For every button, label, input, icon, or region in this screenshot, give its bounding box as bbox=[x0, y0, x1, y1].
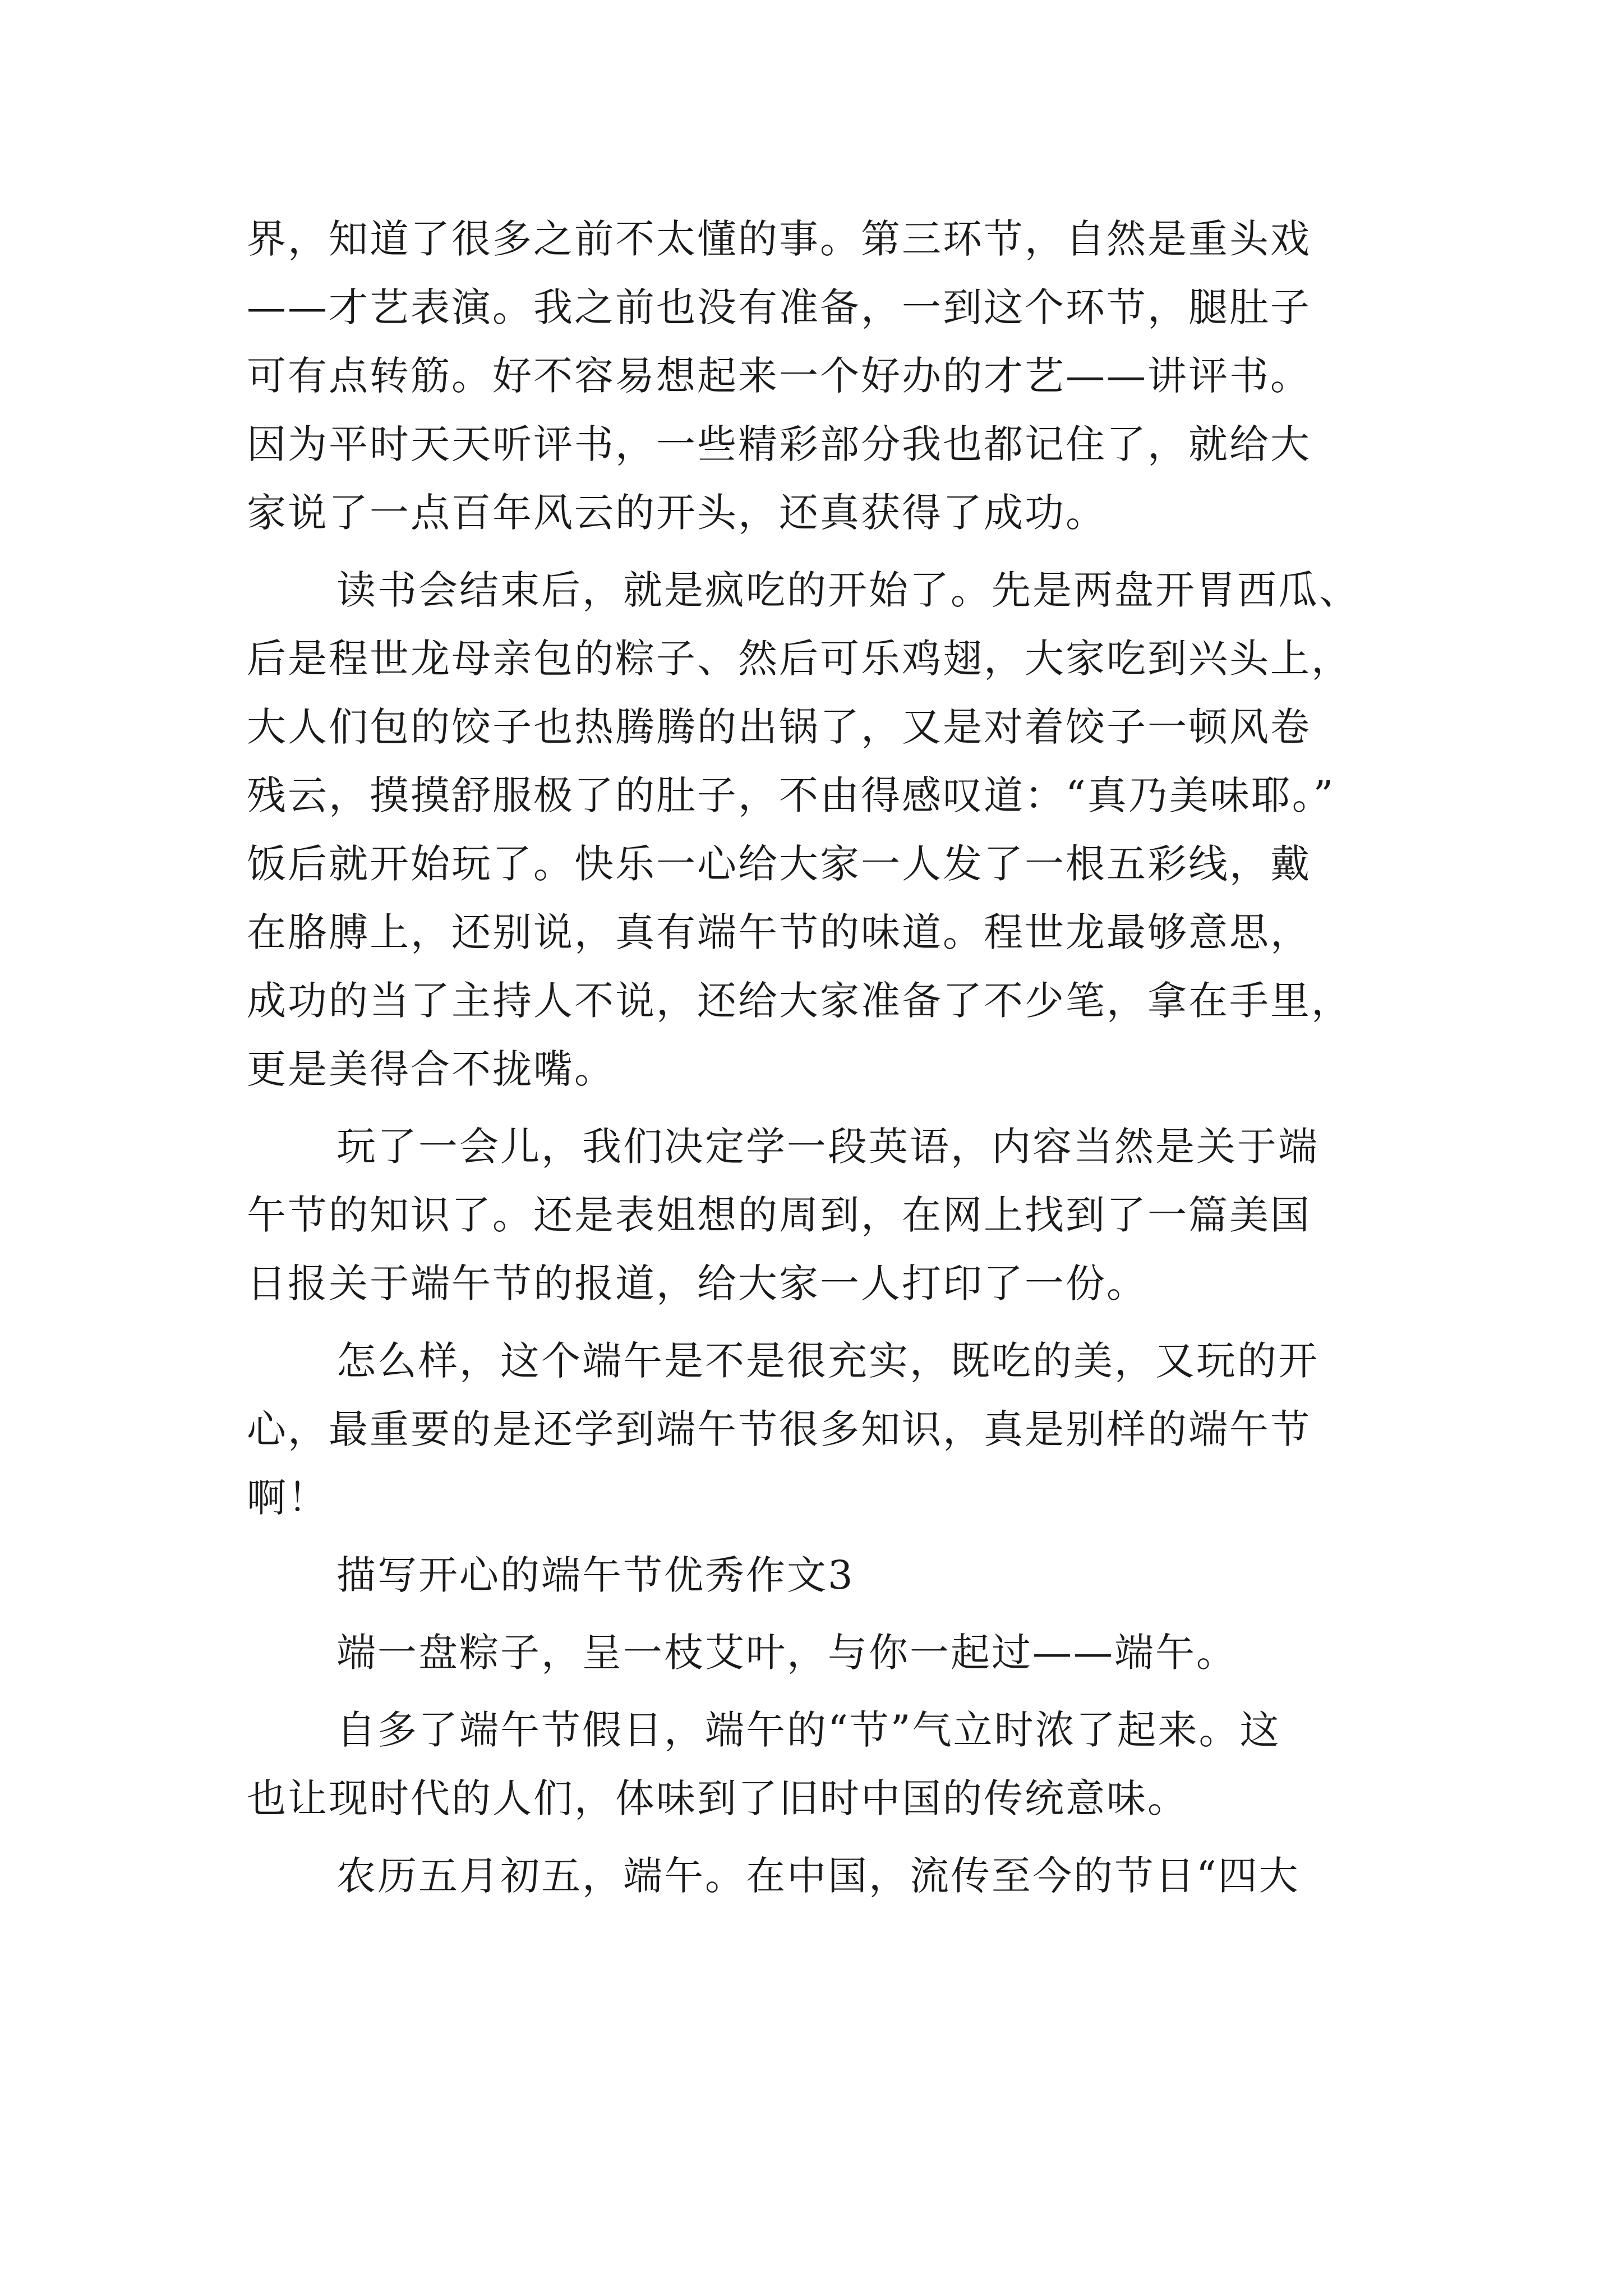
text-line: 日报关于端午节的报道，给大家一人打印了一份。 bbox=[247, 1260, 1147, 1306]
text-line: 大人们包的饺子也热腾腾的出锅了，又是对着饺子一顿风卷 bbox=[247, 704, 1311, 750]
text-line: 更是美得合不拢嘴。 bbox=[247, 1046, 615, 1092]
text-line: 后是程世龙母亲包的粽子、然后可乐鸡翅，大家吃到兴头上， bbox=[247, 636, 1352, 682]
text-line: 界，知道了很多之前不太懂的事。第三环节，自然是重头戏 bbox=[247, 216, 1311, 262]
text-line: 成功的当了主持人不说，还给大家准备了不少笔，拿在手里， bbox=[247, 978, 1352, 1024]
text-line: 在胳膊上，还别说，真有端午节的味道。程世龙最够意思， bbox=[247, 909, 1311, 955]
text-line: 心，最重要的是还学到端午节很多知识，真是别样的端午节 bbox=[247, 1406, 1311, 1452]
text-line: 残云，摸摸舒服极了的肚子，不由得感叹道：“真乃美味耶。” bbox=[247, 772, 1335, 818]
text-line: 可有点转筋。好不容易想起来一个好办的才艺——讲评书。 bbox=[247, 353, 1311, 399]
text-line: 家说了一点百年风云的开头，还真获得了成功。 bbox=[247, 490, 1106, 536]
paragraph-start-line: 玩了一会儿，我们决定学一段英语，内容当然是关于端 bbox=[336, 1124, 1319, 1170]
text-line: ——才艺表演。我之前也没有准备，一到这个环节，腿肚子 bbox=[247, 284, 1311, 330]
text-line: 饭后就开始玩了。快乐一心给大家一人发了一根五彩线，戴 bbox=[247, 841, 1311, 887]
paragraph-start-line: 读书会结束后，就是疯吃的开始了。先是两盘开胃西瓜、 bbox=[336, 567, 1360, 613]
paragraph-start-line: 端一盘粽子，呈一枝艾叶，与你一起过——端午。 bbox=[336, 1630, 1237, 1676]
section-heading: 描写开心的端午节优秀作文3 bbox=[336, 1552, 855, 1598]
text-line: 也让现时代的人们，体味到了旧时中国的传统意味。 bbox=[247, 1775, 1188, 1821]
text-line: 啊！ bbox=[247, 1475, 329, 1521]
text-line: 午节的知识了。还是表姐想的周到，在网上找到了一篇美国 bbox=[247, 1192, 1311, 1238]
paragraph-start-line: 农历五月初五，端午。在中国，流传至今的节日“四大 bbox=[336, 1853, 1300, 1899]
paragraph-start-line: 怎么样，这个端午是不是很充实，既吃的美，又玩的开 bbox=[336, 1338, 1319, 1384]
text-line: 因为平时天天听评书，一些精彩部分我也都记住了，就给大 bbox=[247, 421, 1311, 467]
paragraph-start-line: 自多了端午节假日，端午的“节”气立时浓了起来。这 bbox=[336, 1707, 1281, 1753]
